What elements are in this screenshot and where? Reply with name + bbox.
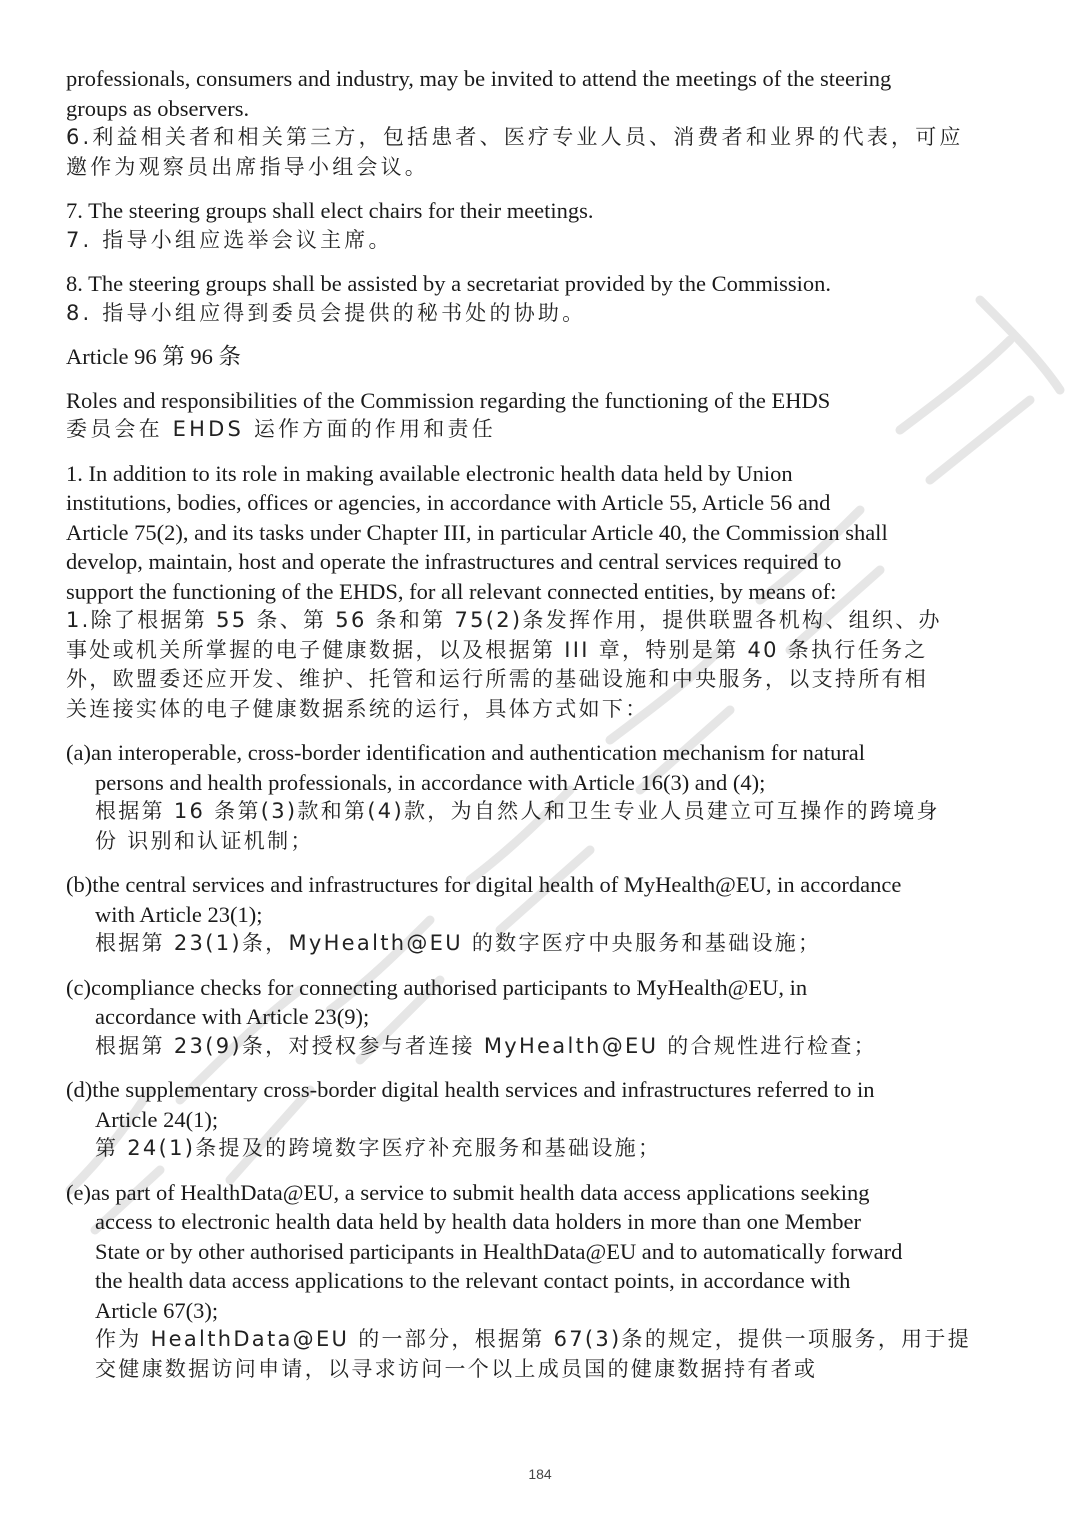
list-item-b [66, 870, 1011, 959]
page-number: 184 [528, 1466, 552, 1482]
article-number: Article 96 第 96 条 [66, 344, 241, 369]
text-line-en: professionals, consumers and industry, may be invited to attend the meetings of the steering [66, 66, 892, 91]
article-heading [66, 342, 1011, 372]
text-line-zh: 委员会在 EHDS 运作方面的作用和责任 [66, 417, 496, 441]
text-line-en: persons and health professionals, in accordance with Article 16(3) and (4); [95, 769, 766, 795]
text-line-zh: 作为 HealthData@EU 的一部分，根据第 67(3)条的规定，提供一项服务，用于提 [95, 1327, 972, 1351]
text-line-en: (b)the central services and infrastructures for digital health of MyHealth@EU, in accordance [66, 872, 902, 897]
text-line-en: Roles and responsibilities of the Commission regarding the functioning of the EHDS [66, 387, 831, 413]
text-line-en: support the functioning of the EHDS, for all relevant connected entities, by means of: [66, 578, 837, 604]
text-line-en: Article 24(1); [95, 1106, 219, 1132]
text-line-en: (d)the supplementary cross-border digital health services and infrastructures referred to in [66, 1077, 875, 1102]
text-line-en: groups as observers. [66, 95, 250, 121]
text-line-zh: 关连接实体的电子健康数据系统的运行，具体方式如下： [66, 696, 649, 721]
text-line-zh: 6.利益相关者和相关第三方，包括患者、医疗专业人员、消费者和业界的代表，可应 [66, 125, 964, 149]
text-line-en: with Article 23(1); [95, 901, 263, 927]
text-line-zh: 根据第 16 条第(3)款和第(4)款，为自然人和卫生专业人员建立可互操作的跨境身 [95, 799, 940, 823]
text-line-zh: 事处或机关所掌握的电子健康数据，以及根据第 III 章，特别是第 40 条执行任务之 [66, 637, 928, 662]
text-line-zh: 7. 指导小组应选举会议主席。 [66, 227, 393, 252]
text-line-en: Article 75(2), and its tasks under Chapter III, in particular Article 40, the Commission shall [66, 519, 888, 545]
paragraph-8 [66, 269, 1011, 328]
text-line-en: (c)compliance checks for connecting authorised participants to MyHealth@EU, in [66, 974, 808, 1000]
text-line-zh: 1.除了根据第 55 条、第 56 条和第 75(2)条发挥作用，提供联盟各机构、组织、办 [66, 608, 942, 632]
paragraph-7 [66, 196, 1011, 255]
text-line-en: the health data access applications to the relevant contact points, in accordance with [95, 1268, 851, 1293]
text-line-en: 8. The steering groups shall be assisted by a secretariat provided by the Commission. [66, 271, 832, 296]
list-item-e [66, 1178, 1011, 1385]
text-line-zh: 外，欧盟委还应开发、维护、托管和运行所需的基础设施和中央服务，以支持所有相 [66, 667, 929, 691]
text-line-zh: 第 24(1)条提及的跨境数字医疗补充服务和基础设施； [95, 1136, 662, 1160]
text-line-zh: 根据第 23(1)条，MyHealth@EU 的数字医疗中央服务和基础设施； [95, 931, 822, 955]
text-line-en: State or by other authorised participants in HealthData@EU and to automatically forward [95, 1238, 903, 1264]
paragraph-1 [66, 459, 1011, 725]
text-line-en: Article 67(3); [95, 1297, 219, 1323]
paragraph-observers [66, 64, 1011, 182]
text-line-en: institutions, bodies, offices or agencies, in accordance with Article 55, Article 56 and [66, 490, 831, 515]
text-line-en: (a)an interoperable, cross-border identification and authentication mechanism for natural [66, 740, 866, 765]
text-line-en: 1. In addition to its role in making available electronic health data held by Union [66, 460, 793, 486]
list-item-a [66, 738, 1011, 856]
text-line-en: access to electronic health data held by health data holders in more than one Member [95, 1209, 861, 1234]
text-line-en: (e)as part of HealthData@EU, a service to submit health data access applications seeking [66, 1179, 870, 1205]
list-item-c [66, 973, 1011, 1062]
text-line-zh: 根据第 23(9)条，对授权参与者连接 MyHealth@EU 的合规性进行检查； [95, 1033, 877, 1058]
text-line-zh: 份 识别和认证机制； [95, 828, 314, 853]
document-body [66, 64, 1011, 1398]
text-line-zh: 邀作为观察员出席指导小组会议。 [66, 154, 429, 179]
text-line-zh: 交健康数据访问申请，以寻求访问一个以上成员国的健康数据持有者或 [95, 1356, 818, 1381]
article-title [66, 386, 1011, 445]
text-line-en: accordance with Article 23(9); [95, 1004, 370, 1029]
text-line-zh: 8. 指导小组应得到委员会提供的秘书处的协助。 [66, 300, 587, 325]
list-item-d [66, 1075, 1011, 1164]
text-line-en: develop, maintain, host and operate the infrastructures and central services required to [66, 549, 842, 574]
text-line-en: 7. The steering groups shall elect chairs for their meetings. [66, 198, 594, 223]
